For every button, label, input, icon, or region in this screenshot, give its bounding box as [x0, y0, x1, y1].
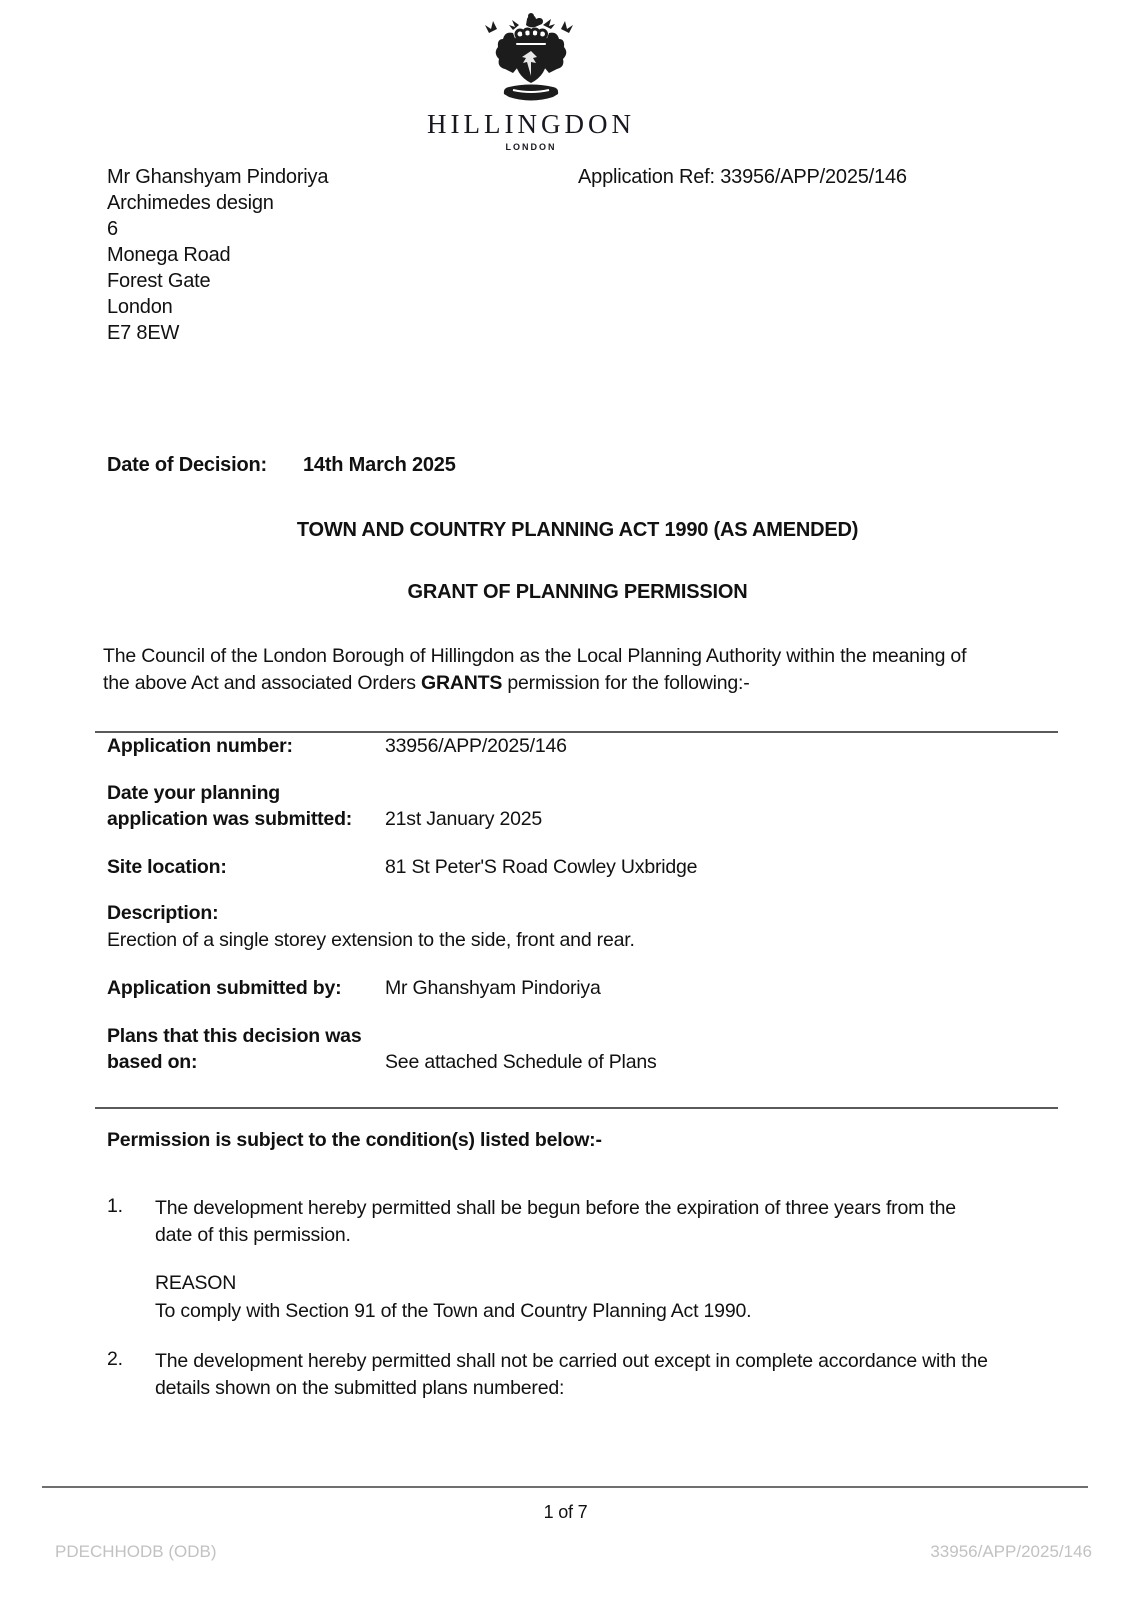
intro-line-2 — [103, 670, 1071, 697]
condition-1-line-2: date of this permission. — [155, 1224, 351, 1246]
divider-bottom-of-details — [95, 1107, 1058, 1109]
plans-label-line1: Plans that this decision was — [107, 1025, 362, 1047]
submitted-by-value: Mr Ghanshyam Pindoriya — [385, 977, 601, 999]
council-logo-subtitle: LONDON — [505, 142, 557, 152]
site-location-label: Site location: — [107, 856, 227, 878]
application-ref: Application Ref: 33956/APP/2025/146 — [578, 166, 907, 188]
application-number-value: 33956/APP/2025/146 — [385, 735, 567, 757]
condition-1-number: 1. — [107, 1195, 123, 1217]
condition-2-text — [155, 1348, 1067, 1402]
recipient-address-line: London — [107, 296, 173, 318]
recipient-name: Mr Ghanshyam Pindoriya — [107, 166, 329, 188]
recipient-address-line: 6 — [107, 218, 118, 240]
intro-line-2-post: permission for the following:- — [502, 672, 750, 694]
grant-title: GRANT OF PLANNING PERMISSION — [407, 581, 748, 603]
hillingdon-coat-of-arms-icon — [483, 89, 579, 106]
condition-1-reason-label: REASON — [155, 1272, 237, 1294]
plans-label-line2: based on: — [107, 1051, 198, 1073]
recipient-postcode: E7 8EW — [107, 322, 180, 344]
recipient-address — [107, 164, 328, 346]
footer-document-code: PDECHHODB (ODB) — [55, 1542, 217, 1561]
condition-2-number: 2. — [107, 1348, 123, 1370]
recipient-company: Archimedes design — [107, 192, 274, 214]
condition-1-reason-text: To comply with Section 91 of the Town and Country Planning Act 1990. — [155, 1300, 752, 1322]
grants-emphasis: GRANTS — [421, 672, 503, 694]
date-of-decision-label: Date of Decision: — [107, 454, 267, 476]
page-number: 1 of 7 — [543, 1502, 588, 1522]
submission-date-label-line2: application was submitted: — [107, 808, 353, 830]
date-of-decision-value: 14th March 2025 — [303, 454, 456, 476]
description-value: Erection of a single storey extension to the side, front and rear. — [107, 929, 635, 951]
intro-paragraph — [103, 643, 1071, 697]
council-logo — [381, 10, 681, 152]
footer-divider — [42, 1486, 1088, 1488]
site-location-value: 81 St Peter'S Road Cowley Uxbridge — [385, 856, 698, 878]
submission-date-label-line1: Date your planning — [107, 782, 280, 804]
recipient-address-line: Monega Road — [107, 244, 231, 266]
description-label: Description: — [107, 902, 219, 924]
plans-value: See attached Schedule of Plans — [385, 1051, 657, 1073]
conditions-heading: Permission is subject to the condition(s) listed below:- — [107, 1129, 602, 1151]
condition-2-line-1: The development hereby permitted shall not be carried out except in complete accordance with the — [155, 1350, 988, 1372]
act-title: TOWN AND COUNTRY PLANNING ACT 1990 (AS AMENDED) — [296, 519, 859, 541]
condition-1-line-1: The development hereby permitted shall be begun before the expiration of three years from the — [155, 1197, 956, 1219]
submission-date-value: 21st January 2025 — [385, 808, 543, 830]
application-number-label: Application number: — [107, 735, 293, 757]
footer-application-ref: 33956/APP/2025/146 — [930, 1542, 1092, 1561]
intro-line-2-pre: the above Act and associated Orders — [103, 672, 421, 694]
intro-line-1: The Council of the London Borough of Hillingdon as the Local Planning Authority within the meaning of — [103, 645, 967, 667]
submitted-by-label: Application submitted by: — [107, 977, 342, 999]
condition-2-line-2: details shown on the submitted plans numbered: — [155, 1377, 565, 1399]
recipient-address-line: Forest Gate — [107, 270, 211, 292]
council-logo-wordmark: HILLINGDON — [427, 109, 635, 139]
condition-1-text — [155, 1195, 1067, 1249]
